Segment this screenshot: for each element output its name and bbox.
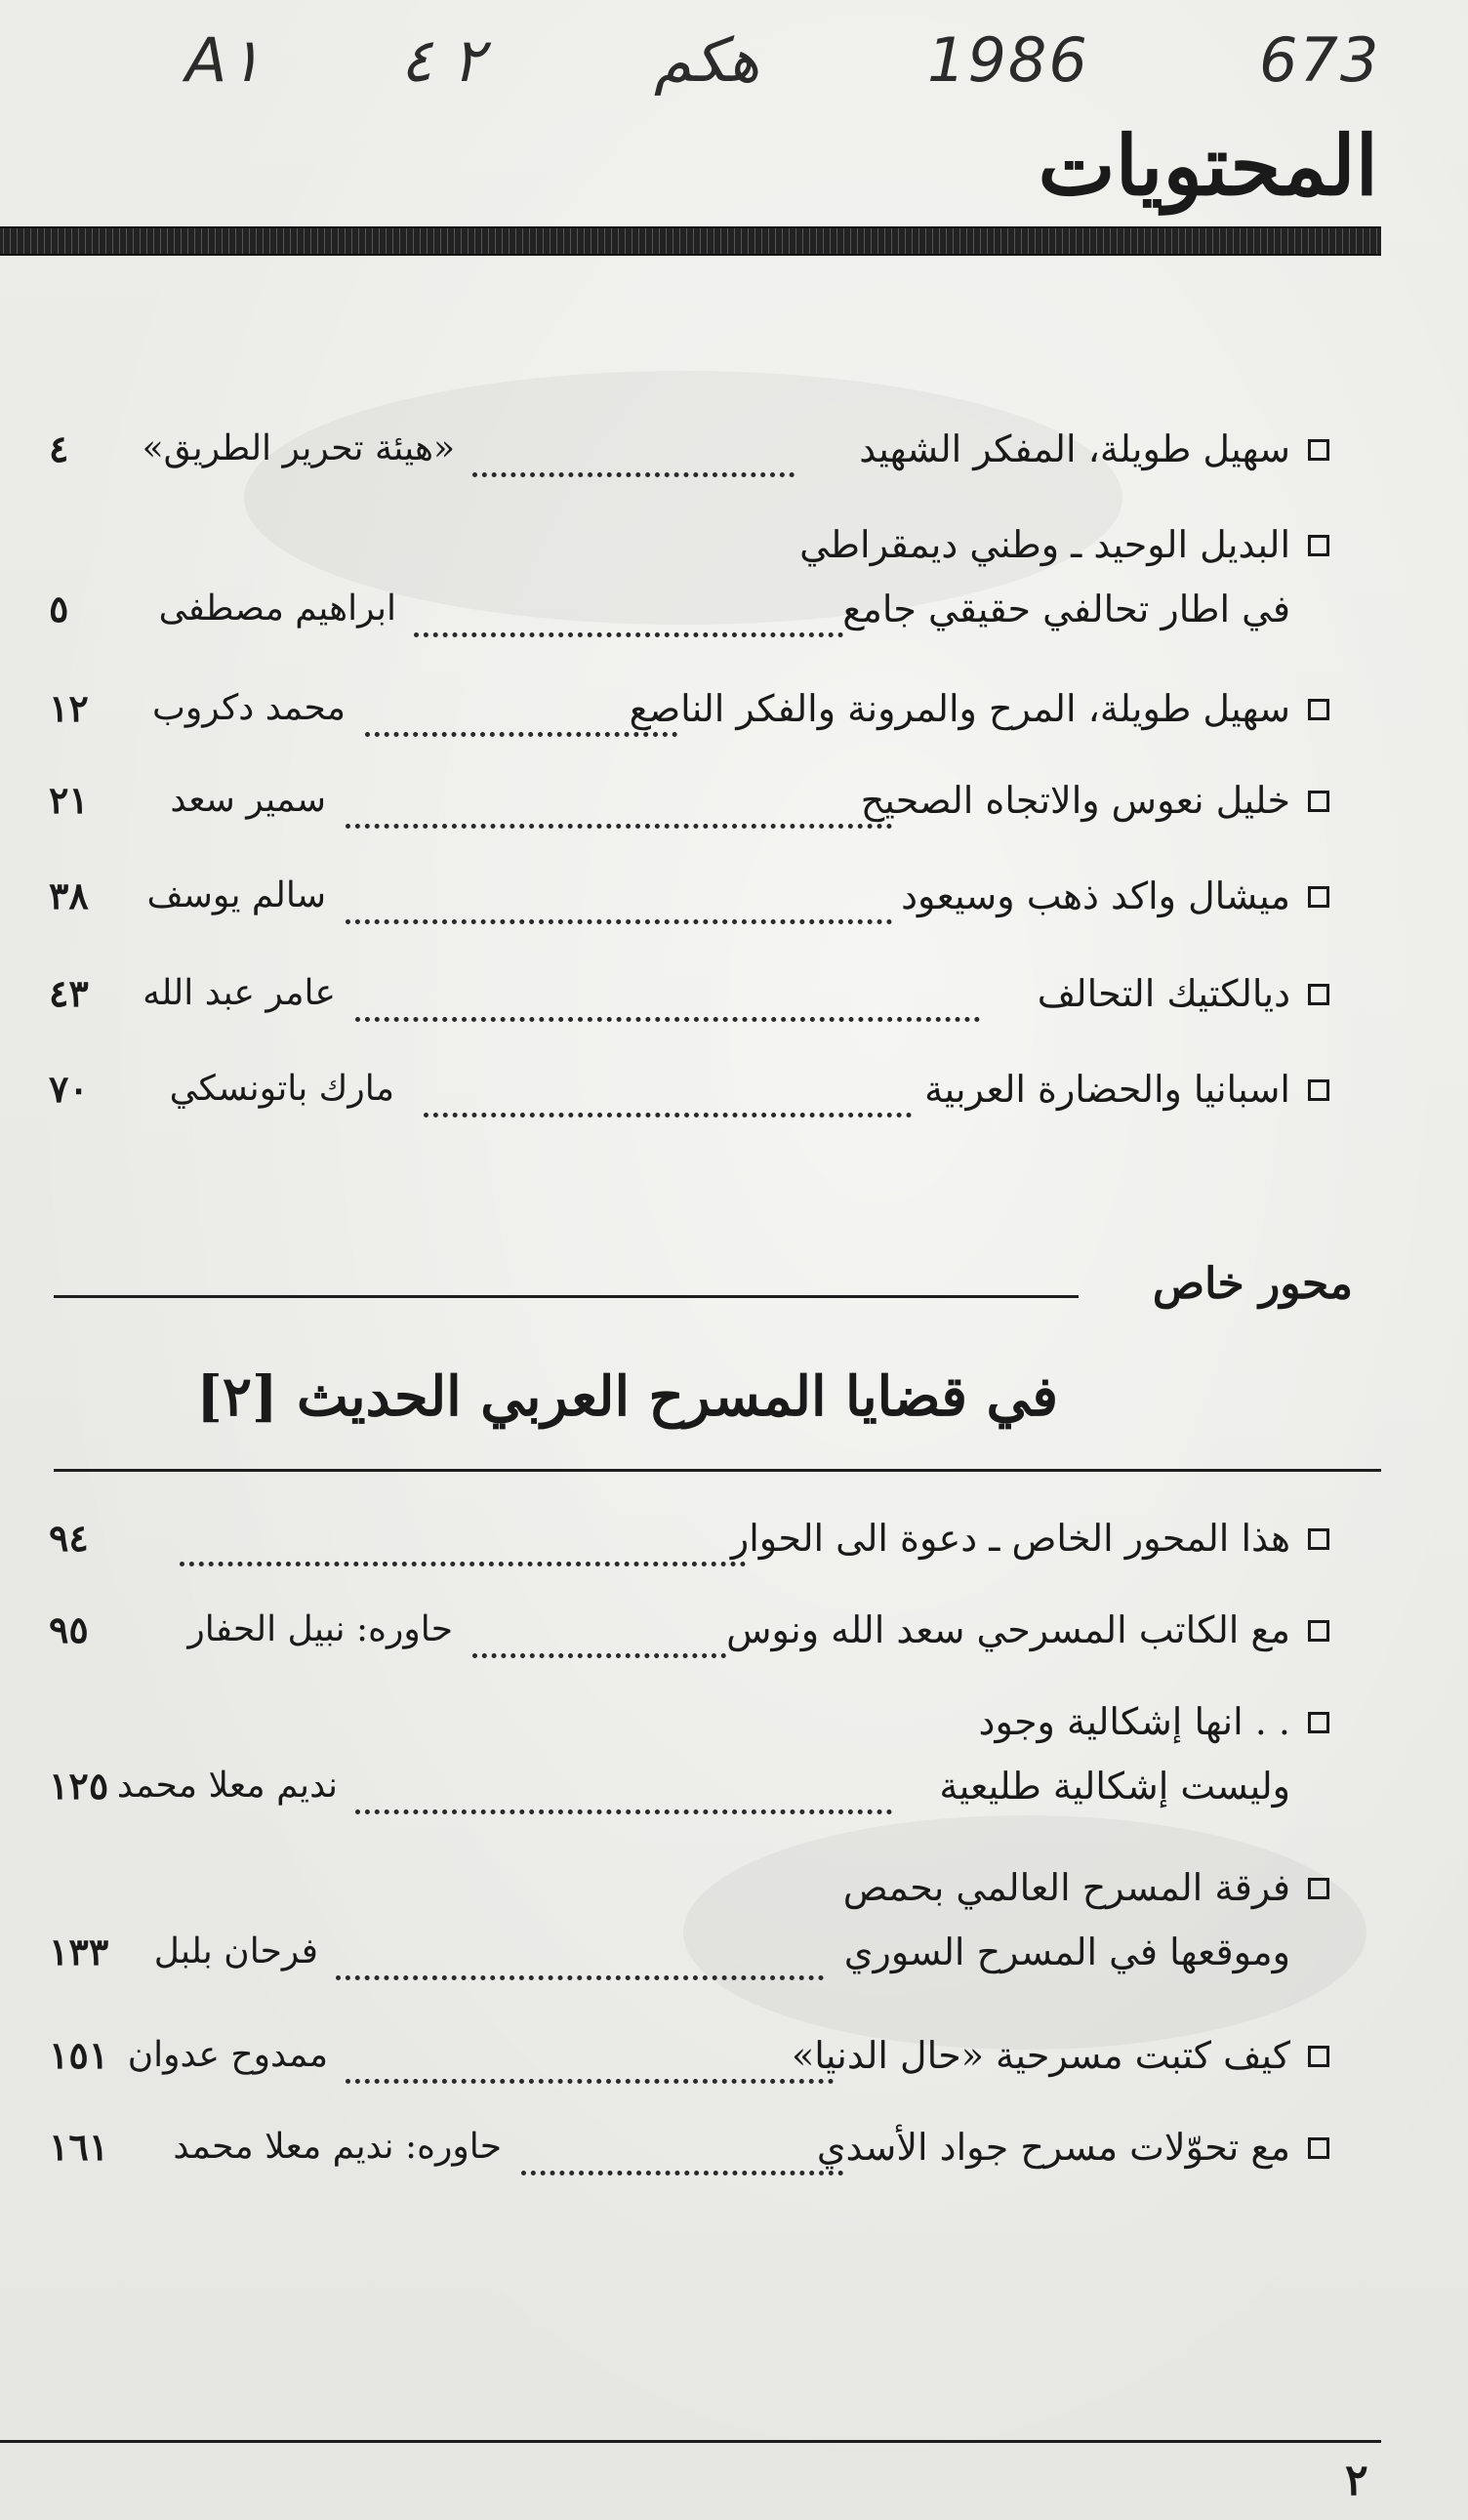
dot-leader xyxy=(346,777,892,829)
entry-author: محمد دكروب xyxy=(152,688,346,728)
entry-author: ابراهيم مصطفى xyxy=(158,589,396,629)
dot-leader xyxy=(472,1606,726,1658)
toc-entry xyxy=(0,2026,1468,2094)
entry-title: مع تحوّلات مسرح جواد الأسدي xyxy=(816,2126,1290,2169)
entry-page-number: ٢١ xyxy=(49,778,89,822)
handnote-part: A١ xyxy=(185,24,262,96)
toc-entry xyxy=(0,1858,1468,1995)
checkbox-bullet-icon xyxy=(1308,1712,1329,1733)
entry-page-number: ٤٣ xyxy=(49,971,89,1015)
entry-title: هذا المحور الخاص ـ دعوة الى الحوار xyxy=(730,1517,1290,1560)
handwritten-catalogue-note xyxy=(185,24,1381,112)
toc-entry xyxy=(0,867,1468,935)
entry-author: سالم يوسف xyxy=(146,875,326,915)
checkbox-bullet-icon xyxy=(1308,791,1329,812)
handnote-part: هكم xyxy=(654,24,760,96)
entry-author: ممدوح عدوان xyxy=(127,2035,328,2075)
toc-entry xyxy=(0,1601,1468,1669)
entry-author: فرحان بلبل xyxy=(153,1931,318,1971)
checkbox-bullet-icon xyxy=(1308,699,1329,720)
dot-leader xyxy=(355,970,980,1022)
entry-title: كيف كتبت مسرحية «حال الدنيا» xyxy=(792,2034,1290,2077)
toc-entry xyxy=(0,964,1468,1033)
entry-title: مع الكاتب المسرحي سعد الله ونوس xyxy=(726,1608,1290,1651)
special-section-title: في قضايا المسرح العربي الحديث [٢] xyxy=(196,1364,1058,1429)
page-number: ٢ xyxy=(1345,2456,1368,2505)
entry-title: سهيل طويلة، المفكر الشهيد xyxy=(859,427,1290,470)
entry-page-number: ٣٨ xyxy=(49,874,89,917)
entry-author: عامر عبد الله xyxy=(143,973,336,1013)
entry-author: سمير سعد xyxy=(170,780,326,820)
checkbox-bullet-icon xyxy=(1308,1620,1329,1642)
entry-title: اسبانيا والحضارة العربية xyxy=(924,1068,1290,1111)
dot-leader xyxy=(180,1515,746,1566)
dot-leader xyxy=(365,685,677,737)
dot-leader xyxy=(346,2032,834,2084)
entry-title: ميشال واكد ذهب وسيعود xyxy=(901,874,1290,917)
checkbox-bullet-icon xyxy=(1308,1528,1329,1550)
checkbox-bullet-icon xyxy=(1308,439,1329,461)
toc-entry xyxy=(0,1692,1468,1829)
footer-rule xyxy=(0,2440,1381,2443)
dot-leader xyxy=(472,426,795,477)
toc-entry xyxy=(0,420,1468,488)
special-section-rule-bottom xyxy=(54,1469,1381,1472)
entry-title-line2: وليست إشكالية طليعية xyxy=(939,1765,1290,1808)
toc-entry xyxy=(0,515,1468,652)
checkbox-bullet-icon xyxy=(1308,535,1329,556)
entry-author: نديم معلا محمد xyxy=(116,1766,338,1806)
title-divider-bar xyxy=(0,226,1381,256)
dot-leader xyxy=(414,586,843,637)
entry-title-line2: وموقعها في المسرح السوري xyxy=(843,1931,1290,1973)
entry-author: حاوره: نبيل الحفار xyxy=(187,1609,453,1649)
entry-title: خليل نعوس والاتجاه الصحيح xyxy=(860,779,1290,822)
entry-title: البديل الوحيد ـ وطني ديمقراطي xyxy=(799,523,1290,566)
dot-leader xyxy=(521,2124,843,2175)
checkbox-bullet-icon xyxy=(1308,2046,1329,2067)
entry-title: فرقة المسرح العالمي بحمص xyxy=(842,1866,1290,1909)
toc-entry xyxy=(0,1060,1468,1128)
entry-author: «هيئة تحرير الطريق» xyxy=(142,428,455,468)
handnote-number: 673 xyxy=(1259,24,1381,96)
special-section-label: محور خاص xyxy=(1152,1259,1353,1309)
toc-entry xyxy=(0,2118,1468,2186)
checkbox-bullet-icon xyxy=(1308,886,1329,908)
special-section-rule xyxy=(54,1295,1079,1298)
entry-page-number: ٩٤ xyxy=(49,1516,89,1560)
handnote-part: ٢ ٤ xyxy=(400,24,485,96)
entry-page-number: ١٣٣ xyxy=(49,1930,109,1973)
entry-page-number: ١٢٥ xyxy=(49,1764,109,1808)
checkbox-bullet-icon xyxy=(1308,984,1329,1005)
dot-leader xyxy=(424,1066,912,1118)
toc-entry xyxy=(0,1509,1468,1577)
entry-title-line2: في اطار تحالفي حقيقي جامع xyxy=(842,588,1290,630)
checkbox-bullet-icon xyxy=(1308,1878,1329,1899)
toc-entry xyxy=(0,679,1468,748)
entry-page-number: ١٥١ xyxy=(49,2033,109,2077)
dot-leader xyxy=(355,1763,892,1814)
entry-author: حاوره: نديم معلا محمد xyxy=(173,2127,502,2167)
entry-page-number: ٤ xyxy=(49,427,69,470)
checkbox-bullet-icon xyxy=(1308,1079,1329,1101)
toc-entry xyxy=(0,771,1468,839)
entry-page-number: ٥ xyxy=(49,587,69,630)
dot-leader xyxy=(336,1929,824,1980)
entry-title: . . انها إشكالية وجود xyxy=(978,1700,1290,1743)
entry-author: مارك باتونسكي xyxy=(169,1069,394,1109)
entry-title: سهيل طويلة، المرح والمرونة والفكر الناصع xyxy=(629,687,1290,730)
page-title: المحتويات xyxy=(1038,117,1378,214)
entry-page-number: ١٦١ xyxy=(49,2125,109,2169)
entry-title: ديالكتيك التحالف xyxy=(1037,972,1290,1015)
dot-leader xyxy=(346,873,892,924)
entry-page-number: ١٢ xyxy=(49,686,89,730)
checkbox-bullet-icon xyxy=(1308,2137,1329,2159)
entry-page-number: ٧٠ xyxy=(49,1067,89,1111)
entry-page-number: ٩٥ xyxy=(49,1607,89,1651)
handnote-year: 1986 xyxy=(927,24,1089,96)
